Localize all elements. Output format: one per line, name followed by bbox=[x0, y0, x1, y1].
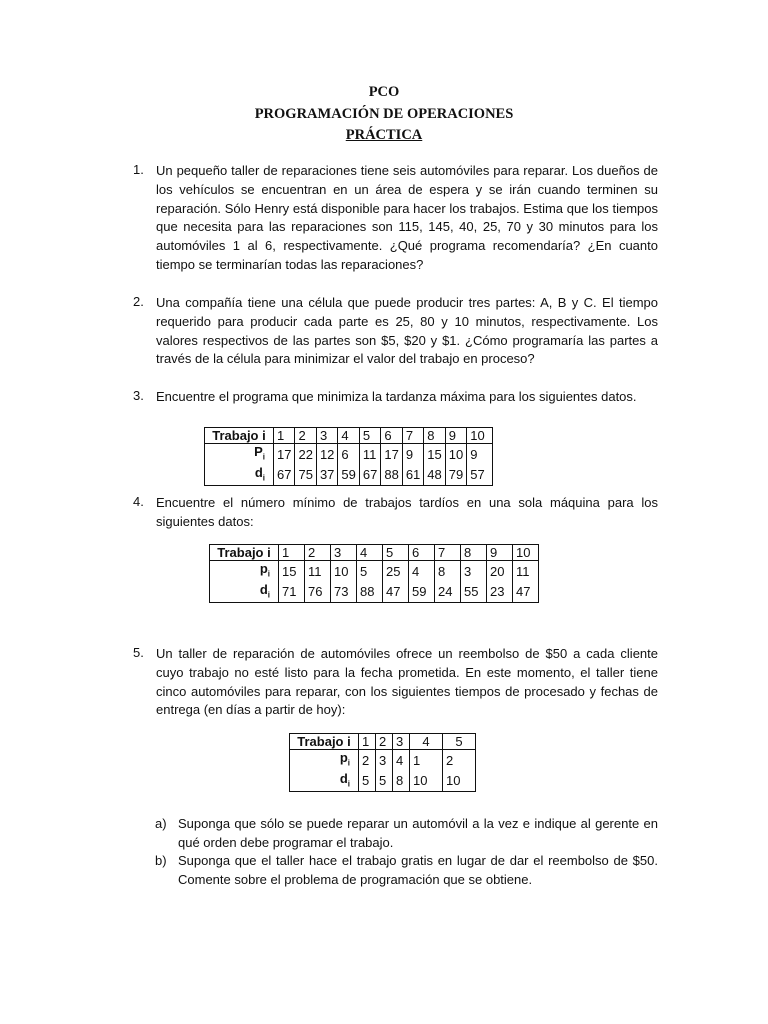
data-table-3 bbox=[204, 427, 493, 486]
p-cell: 17 bbox=[274, 444, 295, 465]
d-cell: 5 bbox=[376, 771, 393, 792]
job-cell: 6 bbox=[381, 428, 402, 444]
d-cell: 88 bbox=[357, 582, 383, 603]
problem-number: 5. bbox=[133, 645, 144, 660]
p-row-label: $p_i$ bbox=[210, 561, 279, 582]
subitem-letter: a) bbox=[155, 816, 167, 831]
job-cell: 4 bbox=[410, 734, 443, 750]
p-cell: 1 bbox=[410, 750, 443, 771]
d-cell: 10 bbox=[410, 771, 443, 792]
d-cell: 76 bbox=[305, 582, 331, 603]
problem-text: Un pequeño taller de reparaciones tiene seis automóviles para reparar. Los dueños de los vehículos se encuentran en un área de espera y se irán cuando terminen su reparación. Sólo Henry está disponible para hacer los trabajos. Estima que los tiempos que necesita para las reparaciones son 115, 145, 40, 25, 70 y 30 minutos para los automóviles 1 al 6, respectivamente. ¿Qué programa recomendaría? ¿En cuanto tiempo se terminarían todas las reparaciones? bbox=[156, 163, 658, 272]
problem-text: Encuentre el programa que minimiza la tardanza máxima para los siguientes datos. bbox=[156, 389, 637, 404]
job-cell: 8 bbox=[461, 545, 487, 561]
d-cell: 10 bbox=[443, 771, 476, 792]
subitem-text: Suponga que el taller hace el trabajo gratis en lugar de dar el reembolso de $50. Comente sobre el problema de programación que se obtiene. bbox=[178, 853, 658, 887]
d-cell: 8 bbox=[393, 771, 410, 792]
d-cell: 73 bbox=[331, 582, 357, 603]
job-cell: 8 bbox=[424, 428, 445, 444]
job-cell: 10 bbox=[467, 428, 493, 444]
job-cell: 1 bbox=[274, 428, 295, 444]
job-cell: 4 bbox=[338, 428, 359, 444]
d-cell: 61 bbox=[402, 465, 423, 486]
d-cell: 59 bbox=[409, 582, 435, 603]
job-cell: 9 bbox=[487, 545, 513, 561]
p-cell: 3 bbox=[461, 561, 487, 582]
p-cell: 6 bbox=[338, 444, 359, 465]
d-cell: 23 bbox=[487, 582, 513, 603]
p-cell: 4 bbox=[393, 750, 410, 771]
d-cell: 59 bbox=[338, 465, 359, 486]
p-cell: 22 bbox=[295, 444, 316, 465]
problem-text: Encuentre el número mínimo de trabajos tardíos en una sola máquina para los siguientes datos: bbox=[156, 495, 658, 529]
job-cell: 5 bbox=[443, 734, 476, 750]
d-cell: 67 bbox=[274, 465, 295, 486]
d-cell: 5 bbox=[359, 771, 376, 792]
job-cell: 2 bbox=[305, 545, 331, 561]
d-cell: 47 bbox=[383, 582, 409, 603]
d-cell: 75 bbox=[295, 465, 316, 486]
problem-number: 4. bbox=[133, 494, 144, 509]
p-cell: 12 bbox=[316, 444, 337, 465]
p-row-label: $p_i$ bbox=[290, 750, 359, 771]
p-row-label: $P_i$ bbox=[205, 444, 274, 465]
problem-number: 3. bbox=[133, 388, 144, 403]
job-cell: 2 bbox=[295, 428, 316, 444]
p-cell: 4 bbox=[409, 561, 435, 582]
table-header-label: Trabajo i bbox=[290, 734, 359, 750]
p-cell: 3 bbox=[376, 750, 393, 771]
document-title: PROGRAMACIÓN DE OPERACIONES bbox=[254, 106, 514, 122]
p-cell: 8 bbox=[435, 561, 461, 582]
subitem-b bbox=[155, 852, 658, 890]
d-cell: 55 bbox=[461, 582, 487, 603]
problem-number: 1. bbox=[133, 162, 144, 177]
d-cell: 57 bbox=[467, 465, 493, 486]
d-cell: 71 bbox=[279, 582, 305, 603]
d-cell: 79 bbox=[445, 465, 466, 486]
d-cell: 88 bbox=[381, 465, 402, 486]
job-cell: 4 bbox=[357, 545, 383, 561]
job-cell: 10 bbox=[513, 545, 539, 561]
p-cell: 17 bbox=[381, 444, 402, 465]
subitem-letter: b) bbox=[155, 853, 167, 868]
p-cell: 9 bbox=[467, 444, 493, 465]
d-row-label: $d_i$ bbox=[205, 465, 274, 486]
job-cell: 6 bbox=[409, 545, 435, 561]
p-cell: 5 bbox=[357, 561, 383, 582]
d-cell: 24 bbox=[435, 582, 461, 603]
p-cell: 2 bbox=[443, 750, 476, 771]
job-cell: 9 bbox=[445, 428, 466, 444]
job-cell: 5 bbox=[383, 545, 409, 561]
data-table-4 bbox=[209, 544, 539, 603]
job-cell: 7 bbox=[435, 545, 461, 561]
job-cell: 1 bbox=[359, 734, 376, 750]
d-row-label: $d_i$ bbox=[210, 582, 279, 603]
d-cell: 37 bbox=[316, 465, 337, 486]
d-cell: 67 bbox=[359, 465, 380, 486]
p-cell: 11 bbox=[305, 561, 331, 582]
p-cell: 10 bbox=[331, 561, 357, 582]
p-cell: 9 bbox=[402, 444, 423, 465]
table-header-label: Trabajo i bbox=[205, 428, 274, 444]
subitem-a bbox=[155, 815, 658, 853]
p-cell: 15 bbox=[279, 561, 305, 582]
job-cell: 3 bbox=[331, 545, 357, 561]
d-cell: 48 bbox=[424, 465, 445, 486]
problem-text: Una compañía tiene una célula que puede producir tres partes: A, B y C. El tiempo requerido para producir cada parte es 25, 80 y 10 minutos, respectivamente. Los valores respectivos de las partes son $5, $20 y $1. ¿Cómo programaría las partes a través de la célula para minimizar el valor del trabajo en proceso? bbox=[156, 295, 658, 367]
d-cell: 47 bbox=[513, 582, 539, 603]
document-code: PCO bbox=[368, 84, 400, 100]
p-cell: 11 bbox=[513, 561, 539, 582]
job-cell: 5 bbox=[359, 428, 380, 444]
job-cell: 2 bbox=[376, 734, 393, 750]
p-cell: 10 bbox=[445, 444, 466, 465]
table-header-label: Trabajo i bbox=[210, 545, 279, 561]
document-subtitle: PRÁCTICA bbox=[345, 127, 423, 143]
subitem-text: Suponga que sólo se puede reparar un automóvil a la vez e indique al gerente en qué orden debe programar el trabajo. bbox=[178, 816, 658, 850]
job-cell: 3 bbox=[316, 428, 337, 444]
p-cell: 11 bbox=[359, 444, 380, 465]
job-cell: 7 bbox=[402, 428, 423, 444]
p-cell: 20 bbox=[487, 561, 513, 582]
problem-number: 2. bbox=[133, 294, 144, 309]
data-table-5 bbox=[289, 733, 476, 792]
p-cell: 15 bbox=[424, 444, 445, 465]
job-cell: 3 bbox=[393, 734, 410, 750]
job-cell: 1 bbox=[279, 545, 305, 561]
problem-text: Un taller de reparación de automóviles ofrece un reembolso de $50 a cada cliente cuyo trabajo no esté listo para la fecha prometida. En este momento, el taller tiene cinco automóviles para reparar, con los siguientes tiempos de procesado y fechas de entrega (en días a partir de hoy): bbox=[156, 646, 658, 718]
d-row-label: $d_i$ bbox=[290, 771, 359, 792]
p-cell: 25 bbox=[383, 561, 409, 582]
p-cell: 2 bbox=[359, 750, 376, 771]
